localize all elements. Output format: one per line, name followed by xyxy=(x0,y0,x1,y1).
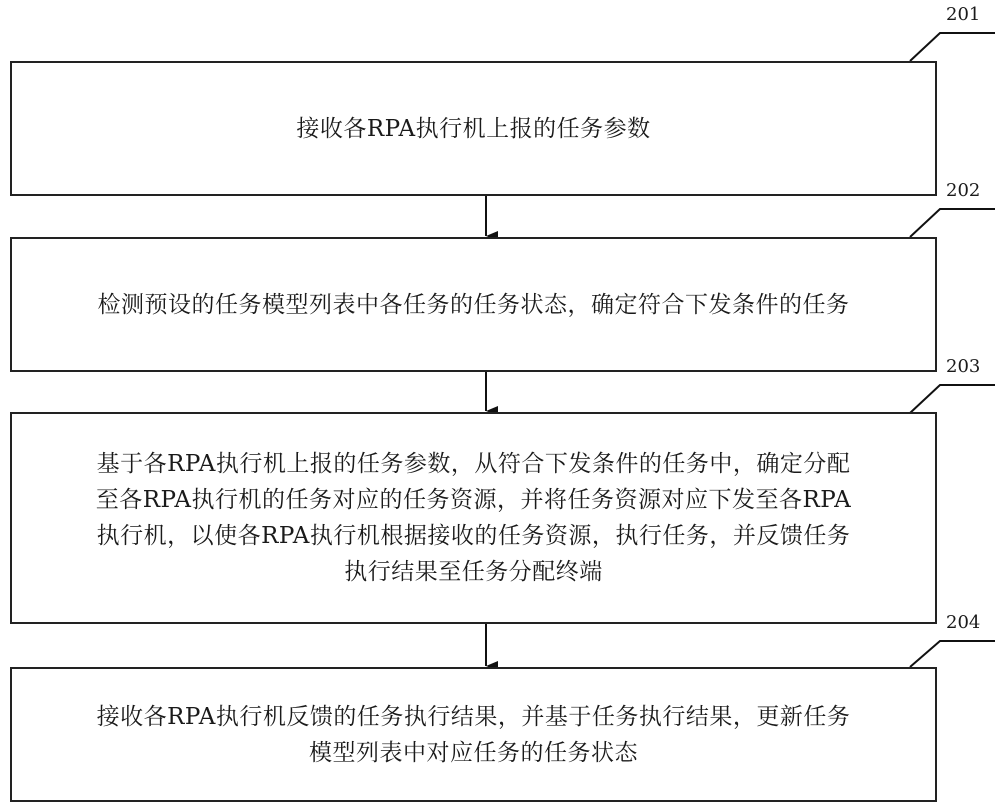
step-box-202 xyxy=(10,237,937,372)
step-id-201: 201 xyxy=(946,4,981,25)
step-id-204: 204 xyxy=(946,612,981,633)
step-line: 执行结果至任务分配终端 xyxy=(344,559,603,585)
leader-line-203 xyxy=(910,385,995,413)
step-line: 模型列表中对应任务的任务状态 xyxy=(308,739,638,766)
step-text-201 xyxy=(282,111,664,147)
leader-line-204 xyxy=(910,641,995,667)
step-box-203 xyxy=(10,412,937,624)
step-line: 执行机，以使各RPA执行机根据接收的任务资源，执行任务，并反馈任务 xyxy=(96,523,851,549)
step-box-204 xyxy=(10,667,937,802)
leader-line-201 xyxy=(910,33,995,61)
leader-line-202 xyxy=(910,209,995,237)
step-line: 至各RPA执行机的任务对应的任务资源，并将任务资源对应下发至各RPA xyxy=(95,487,852,513)
step-text-203 xyxy=(82,446,866,590)
step-line: 基于各RPA执行机上报的任务参数，从符合下发条件的任务中，确定分配 xyxy=(96,451,851,477)
step-line: 接收各RPA执行机上报的任务参数 xyxy=(296,115,651,142)
step-box-201 xyxy=(10,61,937,196)
step-line: 检测预设的任务模型列表中各任务的任务状态，确定符合下发条件的任务 xyxy=(97,291,850,318)
step-text-204 xyxy=(83,699,865,771)
step-text-202 xyxy=(84,287,864,323)
step-line: 接收各RPA执行机反馈的任务执行结果，并基于任务执行结果，更新任务 xyxy=(96,703,851,730)
step-id-203: 203 xyxy=(946,356,981,377)
step-id-202: 202 xyxy=(946,180,981,201)
